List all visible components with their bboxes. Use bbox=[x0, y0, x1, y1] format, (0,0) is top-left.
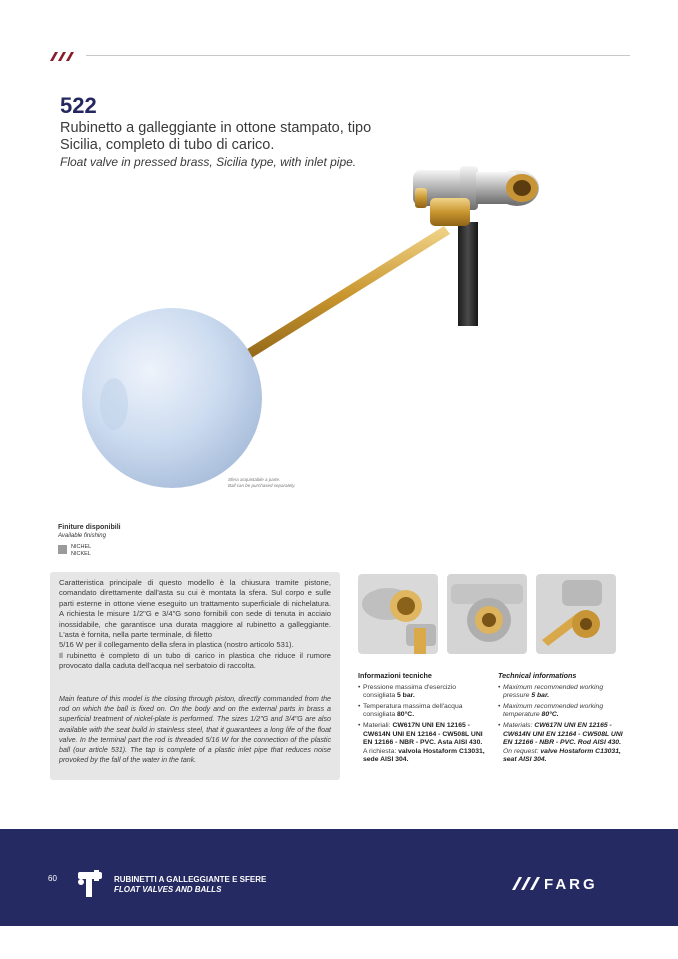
tech-info-en bbox=[498, 672, 626, 767]
finishes-title bbox=[58, 524, 121, 540]
footer-title-it: RUBINETTI A GALLEGGIANTE E SFERE bbox=[114, 875, 267, 884]
product-title-it: Rubinetto a galleggiante in ottone stampato, tipo Sicilia, completo di tubo di carico. bbox=[60, 120, 372, 153]
sphere-note-it: Sfera acquistabile a parte. bbox=[228, 477, 281, 482]
tech-info-en-title: Technical informations bbox=[498, 671, 577, 680]
footer-section-title bbox=[114, 875, 266, 895]
finish-label-it: NICHEL bbox=[71, 544, 92, 550]
product-title-en: Float valve in pressed brass, Sicilia type, with inlet pipe. bbox=[60, 155, 357, 169]
tech-it-materials: • Materiali: CW617N UNI EN 12165 - CW614N UNI EN 12164 - CW508L UNI EN 12166 - NBR - PVC. Asta AISI 430. A richiesta: valvola Hostaform C13031, sede AISI 304. bbox=[358, 722, 486, 765]
finishes-title-en: Available finishing bbox=[58, 533, 106, 539]
tech-info-it bbox=[358, 672, 486, 767]
footer-title-en: FLOAT VALVES AND BALLS bbox=[114, 885, 222, 894]
description-it-p3: Il rubinetto è completo di un tubo di carico in plastica che riduce il rumore provocato dalla caduta dell'acqua nel serbatoio di raccolta. bbox=[59, 650, 331, 671]
tech-en-materials: • Materials: CW617N UNI EN 12165 - CW614N UNI EN 12164 - CW508L UNI EN 12166 - NBR - PVC. Rod AISI 430. On request: valve Hostaform C13031, seat AISI 304. bbox=[498, 722, 626, 765]
tech-en-temperature: • Maximum recommended working temperature 80°C. bbox=[498, 703, 626, 720]
page-number: 60 bbox=[48, 874, 57, 883]
product-code: 522 bbox=[60, 93, 97, 118]
tech-it-pressure: • Pressione massima d'esercizio consigliata 5 bar. bbox=[358, 684, 486, 701]
brand-name: FARG bbox=[544, 876, 598, 892]
finish-label-nickel bbox=[71, 544, 91, 558]
sphere-note bbox=[228, 477, 295, 489]
finish-swatch-nickel bbox=[58, 545, 67, 554]
description-it bbox=[59, 578, 331, 672]
detail-photo-1 bbox=[358, 574, 438, 654]
farg-logo bbox=[510, 874, 630, 892]
float-valve-illustration bbox=[80, 160, 550, 490]
tech-it-temperature: • Temperatura massima dell'acqua consigliata 80°C. bbox=[358, 703, 486, 720]
finish-label-en: NICKEL bbox=[71, 551, 91, 557]
description-it-p2: 5/16 W per il collegamento della sfera in plastica (nostro articolo 531). bbox=[59, 640, 294, 650]
detail-photo-2 bbox=[447, 574, 527, 654]
tech-en-pressure: • Maximum recommended working pressure 5 bar. bbox=[498, 684, 626, 701]
description-en: Main feature of this model is the closing through piston, directly commanded from the rod on which the ball is fixed on. On the body and on the external parts in brass a superficial treatment of nickel-plate is performed. The sizes 1/2"G and 3/4"G are also available with the seat build in stainless steel, that it guarantees a long life of the float valve. In the terminal part the rod is threaded 5/16 W for the connection of the plastic ball (our article 531). The tap is complete of a plastic inlet pipe that reduces noise provoked by the fall of the water in the tank. bbox=[59, 695, 331, 765]
farg-marks-icon bbox=[48, 49, 78, 63]
sphere-note-en: Ball can be purchased separately. bbox=[228, 483, 296, 488]
description-it-p1: Caratteristica principale di questo modello è la chiusura tramite pistone, comandato direttamente dall'asta su cui è montata la sfera. Sul corpo e sulle parti esterne in ottone viene eseguito un trattamento superficiale di nichelatura. A richiesta le misure 1/2"G e 3/4"G sono fornibili con sede di tenuta in acciaio inossidabile, che garantisce una durata maggiore al rubinetto a galleggiante. L'asta è fornita, nella parte terminale, di filetto bbox=[59, 578, 331, 640]
tech-info-it-title: Informazioni tecniche bbox=[358, 671, 432, 680]
finishes-title-it: Finiture disponibili bbox=[58, 524, 121, 531]
float-valve-icon bbox=[76, 868, 106, 900]
top-divider bbox=[86, 55, 630, 56]
detail-photo-3 bbox=[536, 574, 616, 654]
